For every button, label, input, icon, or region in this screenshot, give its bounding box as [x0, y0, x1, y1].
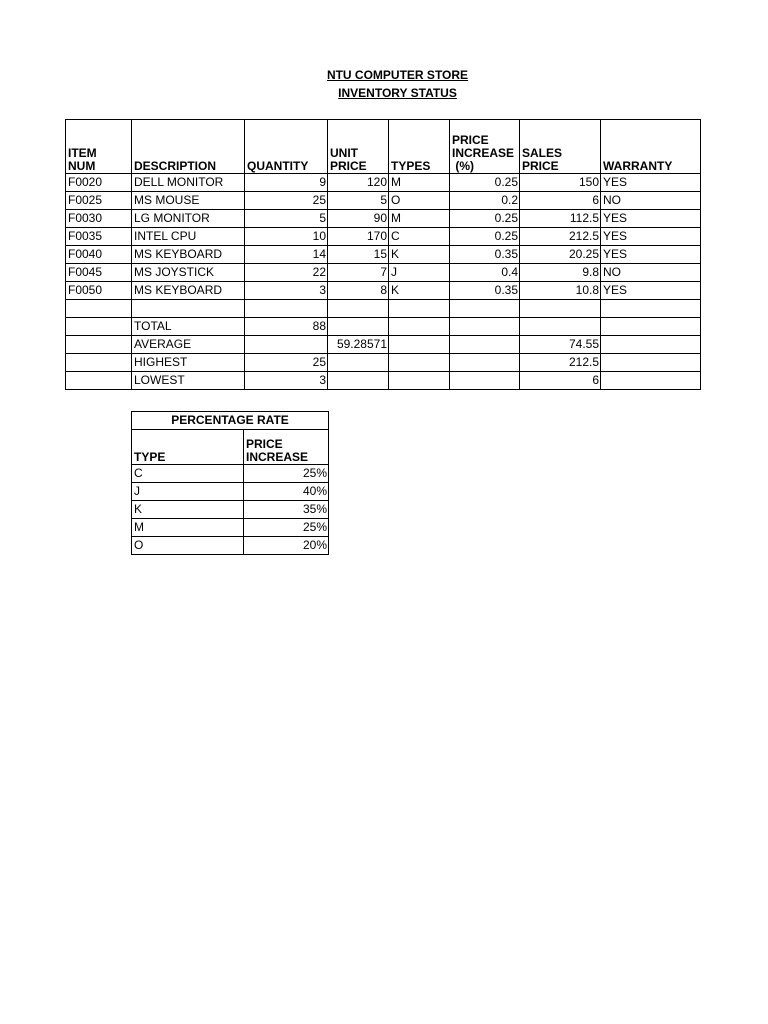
- cell-warranty: NO: [601, 264, 701, 282]
- cell-description: MS KEYBOARD: [132, 282, 245, 300]
- cell-unit-price: 90: [328, 210, 389, 228]
- cell-quantity: 3: [245, 282, 328, 300]
- table-row: [66, 246, 701, 264]
- rate-type: M: [132, 519, 244, 537]
- cell-empty: [66, 318, 132, 336]
- cell-type: O: [389, 192, 450, 210]
- cell-description: MS KEYBOARD: [132, 246, 245, 264]
- percentage-rate-table: [131, 411, 329, 555]
- rate-type: J: [132, 483, 244, 501]
- inventory-body: [66, 174, 701, 390]
- rate-type: C: [132, 465, 244, 483]
- cell-price-increase: 0.4: [450, 264, 520, 282]
- col-header-type: TYPE: [132, 430, 244, 465]
- summary-row: [66, 354, 701, 372]
- cell-price-increase: 0.25: [450, 228, 520, 246]
- cell-quantity: 14: [245, 246, 328, 264]
- cell-empty: [450, 300, 520, 318]
- cell-type: J: [389, 264, 450, 282]
- cell-sales-price: 9.8: [520, 264, 601, 282]
- cell-item-num: F0045: [66, 264, 132, 282]
- cell-empty: [66, 354, 132, 372]
- cell-empty: [389, 354, 450, 372]
- rate-value: 25%: [244, 519, 329, 537]
- cell-description: LG MONITOR: [132, 210, 245, 228]
- table-row: [66, 228, 701, 246]
- cell-empty: [328, 300, 389, 318]
- table-row: [66, 282, 701, 300]
- summary-quantity: [245, 336, 328, 354]
- cell-unit-price: 7: [328, 264, 389, 282]
- cell-quantity: 10: [245, 228, 328, 246]
- cell-empty: [601, 336, 701, 354]
- cell-unit-price: 170: [328, 228, 389, 246]
- cell-empty: [450, 318, 520, 336]
- cell-type: M: [389, 174, 450, 192]
- cell-price-increase: 0.2: [450, 192, 520, 210]
- cell-price-increase: 0.35: [450, 246, 520, 264]
- summary-unit-price: [328, 318, 389, 336]
- cell-warranty: YES: [601, 246, 701, 264]
- cell-description: MS MOUSE: [132, 192, 245, 210]
- cell-empty: [245, 300, 328, 318]
- cell-quantity: 22: [245, 264, 328, 282]
- rate-type: O: [132, 537, 244, 555]
- cell-empty: [450, 372, 520, 390]
- page-title: NTU COMPUTER STORE: [326, 68, 469, 82]
- cell-price-increase: 0.25: [450, 210, 520, 228]
- cell-warranty: YES: [601, 174, 701, 192]
- rate-row: [132, 537, 329, 555]
- table-row: [66, 210, 701, 228]
- inventory-header-row: [66, 120, 701, 174]
- cell-sales-price: 150: [520, 174, 601, 192]
- cell-empty: [450, 354, 520, 372]
- cell-type: M: [389, 210, 450, 228]
- summary-quantity: 25: [245, 354, 328, 372]
- rate-value: 20%: [244, 537, 329, 555]
- col-header-rate-price-increase: PRICE INCREASE: [244, 430, 329, 465]
- rate-row: [132, 483, 329, 501]
- summary-sales-price: 74.55: [520, 336, 601, 354]
- cell-warranty: NO: [601, 192, 701, 210]
- cell-empty: [66, 300, 132, 318]
- col-header-unit-price: UNIT PRICE: [328, 120, 389, 174]
- cell-type: C: [389, 228, 450, 246]
- col-header-quantity: QUANTITY: [245, 120, 328, 174]
- summary-unit-price: [328, 354, 389, 372]
- cell-description: MS JOYSTICK: [132, 264, 245, 282]
- cell-empty: [389, 336, 450, 354]
- cell-empty: [66, 372, 132, 390]
- inventory-table: [65, 119, 701, 390]
- table-row: [66, 264, 701, 282]
- summary-row: [66, 372, 701, 390]
- cell-price-increase: 0.35: [450, 282, 520, 300]
- col-header-warranty: WARRANTY: [601, 120, 701, 174]
- cell-empty: [389, 300, 450, 318]
- cell-empty: [601, 300, 701, 318]
- summary-unit-price: [328, 372, 389, 390]
- rate-row: [132, 501, 329, 519]
- cell-sales-price: 6: [520, 192, 601, 210]
- summary-quantity: 3: [245, 372, 328, 390]
- page-subtitle: INVENTORY STATUS: [338, 86, 457, 100]
- cell-warranty: YES: [601, 228, 701, 246]
- rate-row: [132, 519, 329, 537]
- rate-header-row: [132, 430, 329, 465]
- table-row: [66, 174, 701, 192]
- cell-quantity: 9: [245, 174, 328, 192]
- cell-unit-price: 15: [328, 246, 389, 264]
- cell-item-num: F0020: [66, 174, 132, 192]
- cell-empty: [389, 372, 450, 390]
- cell-quantity: 5: [245, 210, 328, 228]
- summary-sales-price: 6: [520, 372, 601, 390]
- summary-sales-price: [520, 318, 601, 336]
- cell-quantity: 25: [245, 192, 328, 210]
- summary-row: [66, 318, 701, 336]
- col-header-description: DESCRIPTION: [132, 120, 245, 174]
- cell-empty: [601, 372, 701, 390]
- cell-empty: [601, 354, 701, 372]
- rate-value: 25%: [244, 465, 329, 483]
- rate-type: K: [132, 501, 244, 519]
- col-header-sales-price: SALES PRICE: [520, 120, 601, 174]
- cell-unit-price: 8: [328, 282, 389, 300]
- col-header-item-num: ITEM NUM: [66, 120, 132, 174]
- cell-item-num: F0035: [66, 228, 132, 246]
- cell-sales-price: 10.8: [520, 282, 601, 300]
- summary-sales-price: 212.5: [520, 354, 601, 372]
- rate-row: [132, 465, 329, 483]
- cell-warranty: YES: [601, 210, 701, 228]
- rate-value: 40%: [244, 483, 329, 501]
- cell-unit-price: 5: [328, 192, 389, 210]
- table-row: [66, 192, 701, 210]
- cell-item-num: F0025: [66, 192, 132, 210]
- cell-sales-price: 212.5: [520, 228, 601, 246]
- summary-label: AVERAGE: [132, 336, 245, 354]
- rate-value: 35%: [244, 501, 329, 519]
- summary-label: HIGHEST: [132, 354, 245, 372]
- col-header-price-increase: PRICE INCREASE (%): [450, 120, 520, 174]
- summary-quantity: 88: [245, 318, 328, 336]
- rate-title-row: [132, 412, 329, 430]
- cell-empty: [389, 318, 450, 336]
- cell-empty: [601, 318, 701, 336]
- summary-row: [66, 336, 701, 354]
- summary-unit-price: 59.28571: [328, 336, 389, 354]
- rate-table-title: PERCENTAGE RATE: [132, 412, 329, 430]
- cell-empty: [450, 336, 520, 354]
- col-header-types: TYPES: [389, 120, 450, 174]
- cell-description: INTEL CPU: [132, 228, 245, 246]
- cell-sales-price: 20.25: [520, 246, 601, 264]
- cell-unit-price: 120: [328, 174, 389, 192]
- cell-price-increase: 0.25: [450, 174, 520, 192]
- cell-empty: [132, 300, 245, 318]
- rate-body: [132, 465, 329, 555]
- cell-warranty: YES: [601, 282, 701, 300]
- cell-type: K: [389, 282, 450, 300]
- cell-item-num: F0050: [66, 282, 132, 300]
- summary-label: LOWEST: [132, 372, 245, 390]
- cell-description: DELL MONITOR: [132, 174, 245, 192]
- cell-empty: [66, 336, 132, 354]
- cell-item-num: F0030: [66, 210, 132, 228]
- cell-empty: [520, 300, 601, 318]
- cell-type: K: [389, 246, 450, 264]
- summary-label: TOTAL: [132, 318, 245, 336]
- blank-row: [66, 300, 701, 318]
- cell-sales-price: 112.5: [520, 210, 601, 228]
- cell-item-num: F0040: [66, 246, 132, 264]
